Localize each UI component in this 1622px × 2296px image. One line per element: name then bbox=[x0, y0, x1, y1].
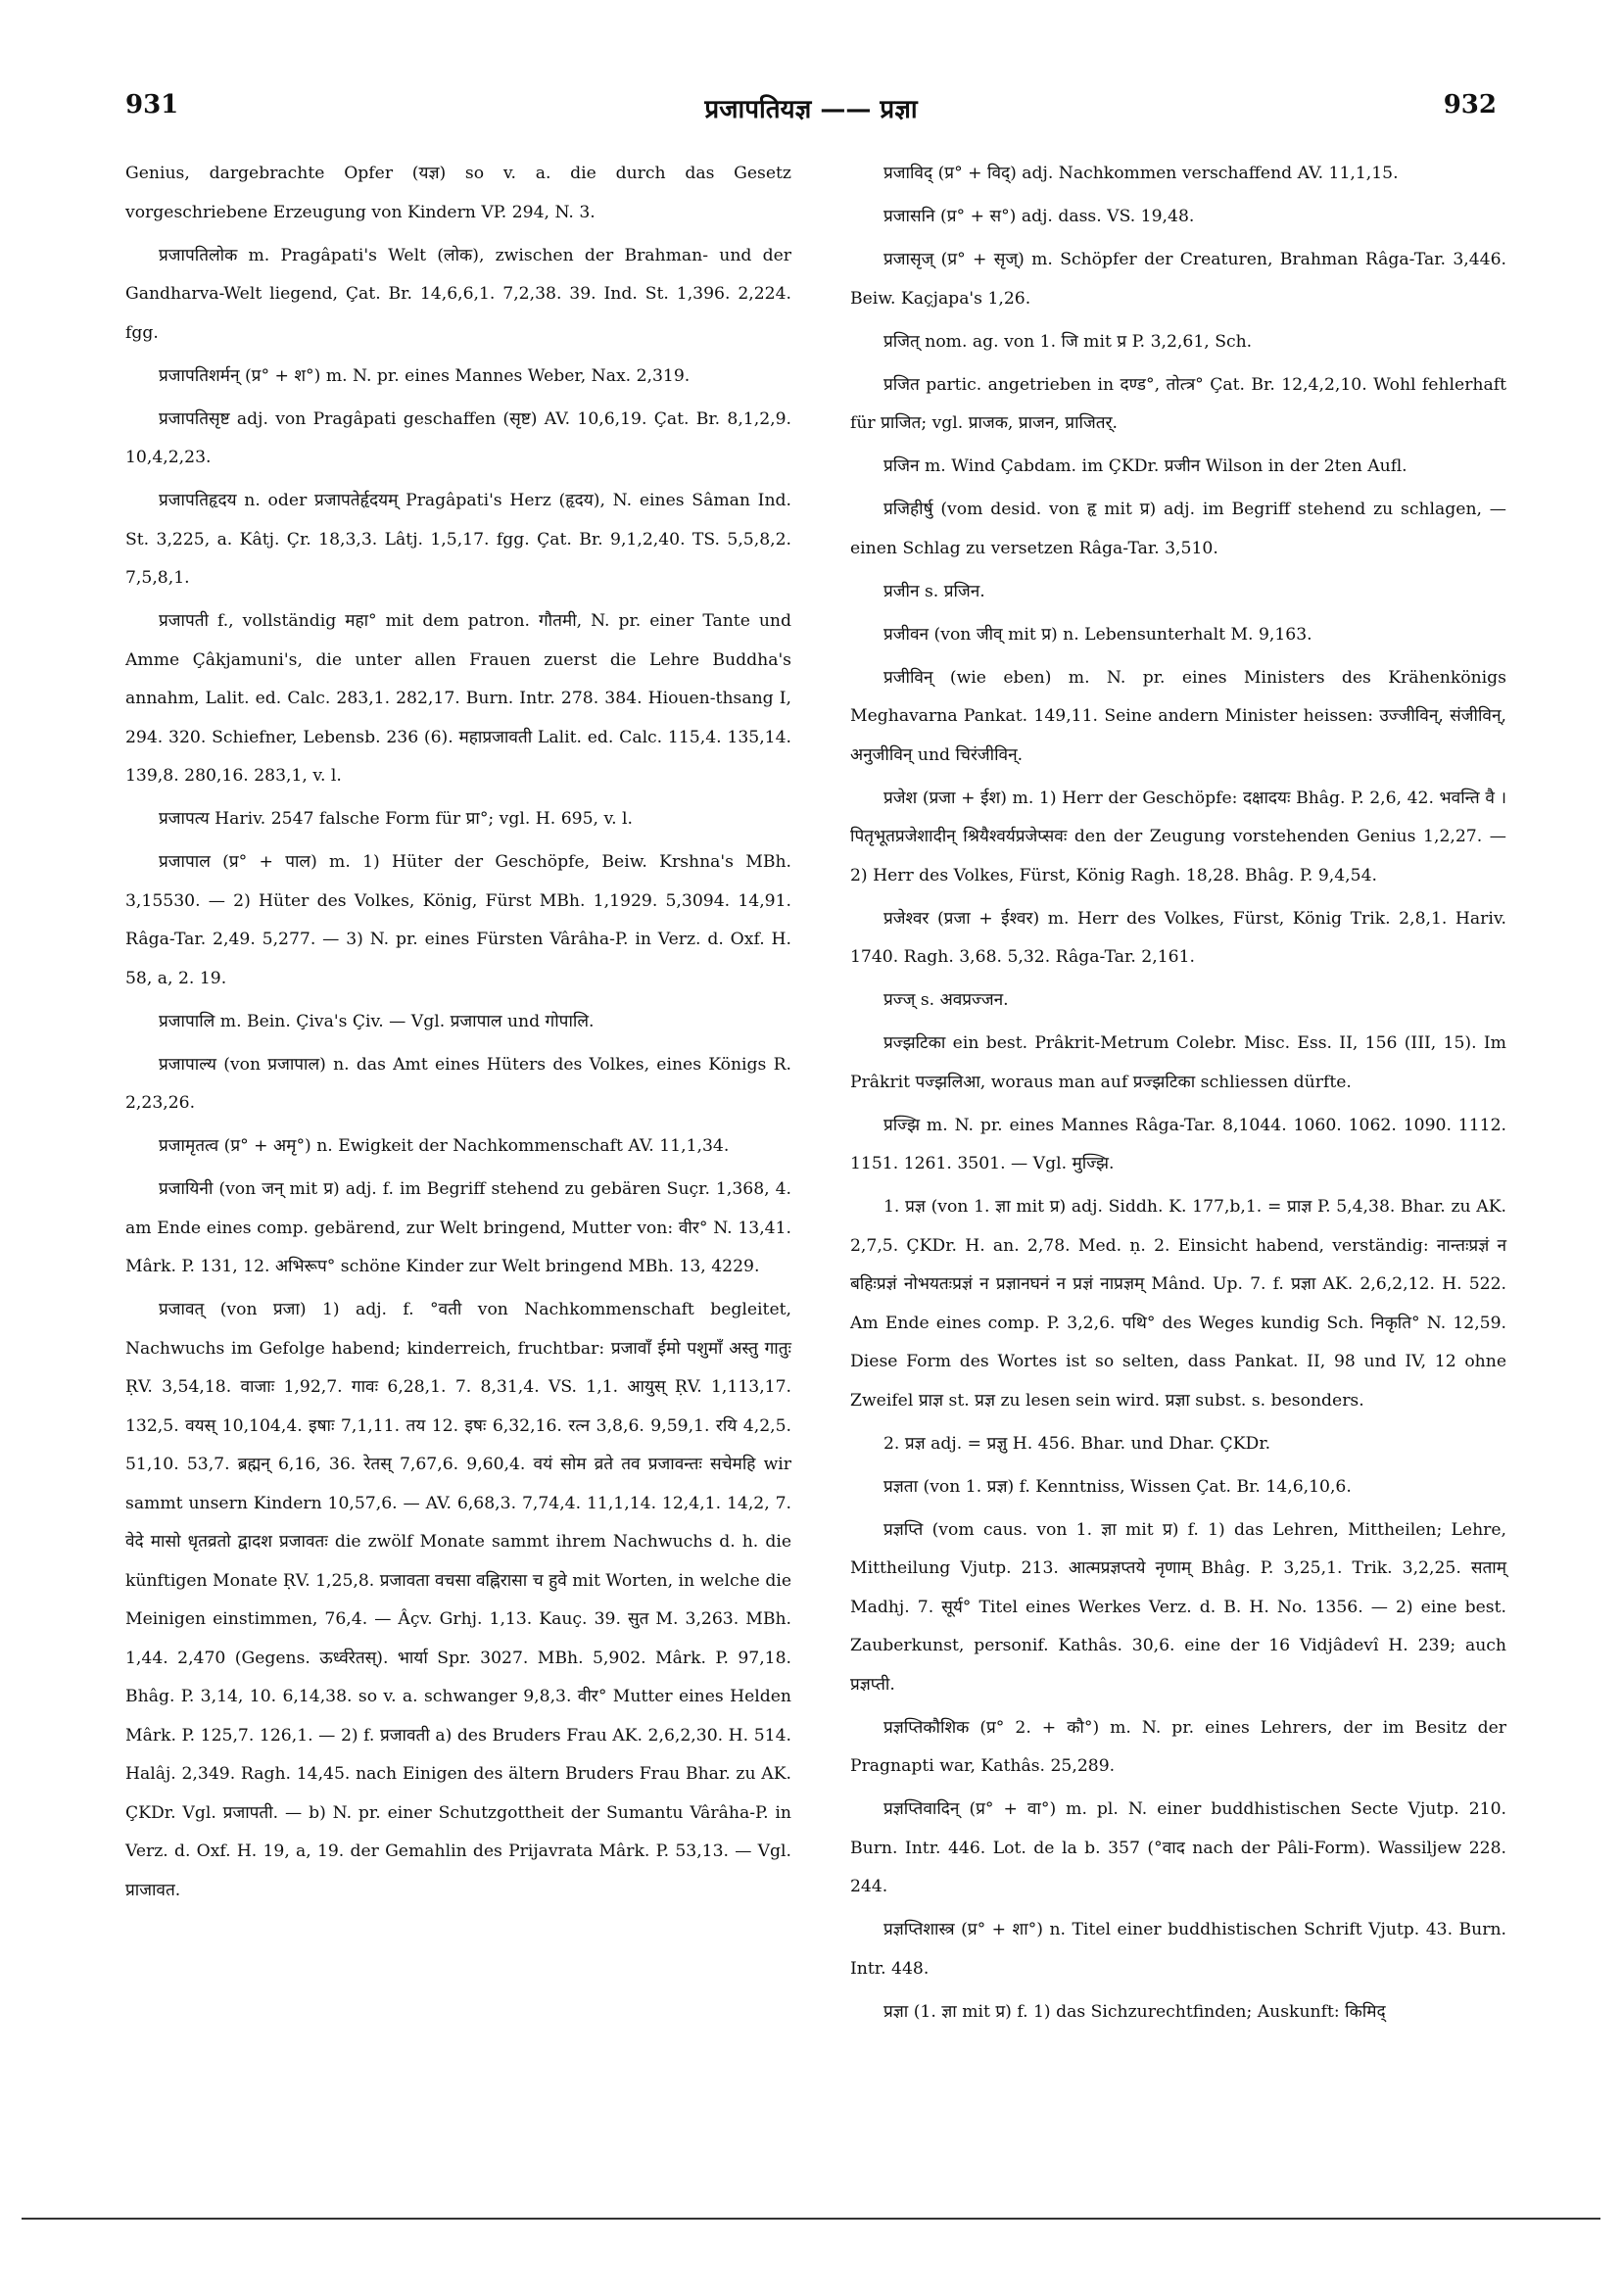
entry: प्रज्ञता (von 1. प्रज्ञ) f. Kenntniss, Wissen Çat. Br. 14,6,10,6. bbox=[883, 1476, 1352, 1497]
entry: प्रज्ज् s. अवप्रज्जन. bbox=[883, 990, 1009, 1010]
entry: 2. प्रज्ञ adj. = प्रज्ञु H. 456. Bhar. und Dhar. ÇKDr. bbox=[883, 1433, 1271, 1454]
page-header bbox=[125, 90, 1497, 129]
right-column bbox=[850, 155, 1506, 2036]
entry: प्रजिहीर्षु (vom desid. von हृ mit प्र) adj. im Begriff stehend zu schlagen, — einen Schlag zu versetzen Râga-Tar. 3,510. bbox=[850, 500, 1506, 558]
entry: प्रजापाल (प्र° + पाल) m. 1) Hüter der Geschöpfe, Beiw. Krshna's MBh. 3,15530. — 2) Hüter des Volkes, König, Fürst MBh. 1,1929. 5,3094. 14,91. Râga-Tar. 2,49. 5,277. — 3) N. pr. eines Fürsten Vârâha-P. in Verz. d. Oxf. H. 58, a, 2. 19. bbox=[125, 852, 791, 988]
entry: प्रजित partic. angetrieben in दण्ड°, तोत्त्र° Çat. Br. 12,4,2,10. Wohl fehlerhaft für प्राजित; vgl. प्राजक, प्राजन, प्राजितर्. bbox=[850, 374, 1506, 433]
entry: प्रजापतिहृदय n. oder प्रजापतेर्हृदयम् Pragâpati's Herz (हृदय), N. eines Sâman Ind. St. 3,225, a. Kâtj. Çr. 18,3,3. Lâtj. 1,5,17. fgg. Çat. Br. 9,1,2,40. TS. 5,5,8,2. 7,5,8,1. bbox=[125, 491, 791, 588]
entry: प्रजापती f., vollständig महा° mit dem patron. गौतमी, N. pr. einer Tante und Amme Çâkjamuni's, die unter allen Frauen zuerst die Lehre Buddha's annahm, Lalit. ed. Calc. 283,1. 282,17. Burn. Intr. 278. 384. Hiouen-thsang I, 294. 320. Schiefner, Lebensb. 236 (6). महाप्रजावती Lalit. ed. Calc. 115,4. 135,14. 139,8. 280,16. 283,1, v. l. bbox=[125, 611, 791, 786]
entry: प्रजीविन् (wie eben) m. N. pr. eines Ministers des Krähenkönigs Meghavarna Pankat. 149,11. Seine andern Minister heissen: उज्जीविन्, संजीविन्, अनुजीविन् und चिरंजीविन्. bbox=[850, 667, 1506, 765]
entry: प्रज्ञा (1. ज्ञा mit प्र) f. 1) das Sichzurechtfinden; Auskunft: किमिद् bbox=[883, 2001, 1386, 2022]
entry: प्रजायिनी (von जन् mit प्र) adj. f. im Begriff stehend zu gebären Suçr. 1,368, 4. am Ende eines comp. gebärend, zur Welt bringend, Mutter von: वीर° N. 13,41. Mârk. P. 131, 12. अभिरूप° schöne Kinder zur Welt bringend MBh. 13, 4229. bbox=[125, 1179, 791, 1276]
entry: प्रजिन m. Wind Çabdam. im ÇKDr. प्रजीन Wilson in der 2ten Aufl. bbox=[883, 456, 1407, 476]
entry: 1. प्रज्ञ (von 1. ज्ञा mit प्र) adj. Siddh. K. 177,b,1. = प्राज्ञ P. 5,4,38. Bhar. zu AK. 2,7,5. ÇKDr. H. an. 2,78. Med. ṇ. 2. Einsicht habend, verständig: नान्तःप्रज्ञं न बहिःप्रज्ञं नोभयतःप्रज्ञं न प्रज्ञानघनं न प्रज्ञं नाप्रज्ञम् Mând. Up. 7. f. प्रज्ञा AK. 2,6,2,12. H. 522. Am Ende eines comp. P. 3,2,6. पथि° des Weges kundig Sch. निकृति° N. 12,59. Diese Form des Wortes ist so selten, dass Pankat. II, 98 und IV, 12 ohne Zweifel प्राज्ञ st. प्रज्ञ zu lesen sein wird. प्रज्ञा subst. s. besonders. bbox=[850, 1197, 1506, 1411]
entry: प्रजापतिलोक m. Pragâpati's Welt (लोक), zwischen der Brahman- und der Gandharva-Welt liegend, Çat. Br. 14,6,6,1. 7,2,38. 39. Ind. St. 1,396. 2,224. fgg. bbox=[125, 245, 791, 343]
entry: प्रजापत्य Hariv. 2547 falsche Form für प्रा°; vgl. H. 695, v. l. bbox=[159, 809, 634, 829]
bottom-rule bbox=[22, 2218, 1600, 2220]
entry: प्रज्ञप्तिकौशिक (प्र° 2. + कौ°) m. N. pr. eines Lehrers, der im Besitz der Pragnapti war, Kathâs. 25,289. bbox=[850, 1717, 1506, 1776]
running-title: प्रजापतियज्ञ —— प्रज्ञा bbox=[704, 95, 918, 124]
entry: प्रजावत् (von प्रजा) 1) adj. f. °वती von Nachkommenschaft begleitet, Nachwuchs im Gefolge habend; kinderreich, fruchtbar: प्रजावाँ ईमो पशुमाँ अस्तु गातुः ṚV. 3,54,18. वाजाः 1,92,7. गावः 6,28,1. 7. 8,31,4. VS. 1,1. आयुस् ṚV. 1,113,17. 132,5. वयस् 10,104,4. इषाः 7,1,11. तय 12. इषः 6,32,16. रत्न 3,8,6. 9,59,1. रयि 4,2,5. 51,10. 53,7. ब्रह्मन् 6,16, 36. रेतस् 7,67,6. 9,60,4. वयं सोम व्रते तव प्रजावन्तः सचेमहि wir sammt unsern Kindern 10,57,6. — AV. 6,68,3. 7,74,4. 11,1,14. 12,4,1. 14,2, 7. वेदे मासो धृतव्रतो द्वादश प्रजावतः die zwölf Monate sammt ihrem Nachwuchs d. h. die künftigen Monate ṚV. 1,25,8. प्रजावता वचसा वह्निरासा च हुवे mit Worten, in welche die Meinigen einstimmen, 76,4. — Âçv. Grhj. 1,13. Kauç. 39. सुत M. 3,263. MBh. 1,44. 2,470 (Gegens. ऊर्ध्वरेतस्). भार्या Spr. 3027. MBh. 5,902. Mârk. P. 97,18. Bhâg. P. 3,14, 10. 6,14,38. so v. a. schwanger 9,8,3. वीर° Mutter eines Helden Mârk. P. 125,7. 126,1. — 2) f. प्रजावती a) des Bruders Frau AK. 2,6,2,30. H. 514. Halâj. 2,349. Ragh. 14,45. nach Einigen des ältern Bruders Frau Bhar. zu AK. ÇKDr. Vgl. प्रजापती. — b) N. pr. einer Schutzgottheit der Sumantu Vârâha-P. in Verz. d. Oxf. H. 19, a, 19. der Gemahlin des Prijavrata Mârk. P. 53,13. — Vgl. प्राजावत. bbox=[125, 1300, 791, 1900]
entry: प्रज्झि m. N. pr. eines Mannes Râga-Tar. 8,1044. 1060. 1062. 1090. 1112. 1151. 1261. 3501. — Vgl. मुज्झि. bbox=[850, 1115, 1506, 1173]
entry: प्रज्ञप्ति (vom caus. von 1. ज्ञा mit प्र) f. 1) das Lehren, Mittheilen; Lehre, Mittheilung Vjutp. 213. आत्मप्रज्ञप्तये नृणाम् Bhâg. P. 3,25,1. Trik. 3,2,25. सताम् Madhj. 7. सूर्य° Titel eines Werkes Verz. d. B. H. No. 1356. — 2) eine best. Zauberkunst, personif. Kathâs. 30,6. eine der 16 Vidjâdevî H. 239; auch प्रज्ञप्ती. bbox=[850, 1519, 1506, 1695]
entry: प्रजामृतत्व (प्र° + अमृ°) n. Ewigkeit der Nachkommenschaft AV. 11,1,34. bbox=[159, 1136, 730, 1156]
entry: प्रज्ञप्तिशास्त्र (प्र° + शा°) n. Titel einer buddhistischen Schrift Vjutp. 43. Burn. Intr. 448. bbox=[850, 1920, 1506, 1979]
page-number-right: 932 bbox=[1443, 90, 1497, 120]
entry: प्रजापाल्य (von प्रजापाल) n. das Amt eines Hüters des Volkes, eines Königs R. 2,23,26. bbox=[125, 1054, 791, 1113]
entry-continuation: Genius, dargebrachte Opfer (यज्ञ) so v. a. die durch das Gesetz vorgeschriebene Erzeugung von Kindern VP. 294, N. 3. bbox=[125, 164, 791, 222]
entry: प्रजासनि (प्र° + स°) adj. dass. VS. 19,48. bbox=[883, 207, 1195, 226]
entry: प्रजेश्वर (प्रजा + ईश्वर) m. Herr des Volkes, Fürst, König Trik. 2,8,1. Hariv. 1740. Ragh. 3,68. 5,32. Râga-Tar. 2,161. bbox=[850, 908, 1506, 967]
entry: प्रज्ञप्तिवादिन् (प्र° + वा°) m. pl. N. einer buddhistischen Secte Vjutp. 210. Burn. Intr. 446. Lot. de la b. 357 (°वाद nach der Pâli-Form). Wassiljew 228. 244. bbox=[850, 1799, 1506, 1896]
entry: प्रजित् nom. ag. von 1. जि mit प्र P. 3,2,61, Sch. bbox=[883, 331, 1253, 352]
entry: प्रजाविद् (प्र° + विद्) adj. Nachkommen verschaffend AV. 11,1,15. bbox=[883, 164, 1399, 183]
entry: प्रजासृज् (प्र° + सृज्) m. Schöpfer der Creaturen, Brahman Râga-Tar. 3,446. Beiw. Kaçjapa's 1,26. bbox=[850, 250, 1506, 309]
entry: प्रजापतिशर्मन् (प्र° + श°) m. N. pr. eines Mannes Weber, Nax. 2,319. bbox=[159, 365, 691, 386]
entry: प्रजापालि m. Bein. Çiva's Çiv. — Vgl. प्रजापाल und गोपालि. bbox=[159, 1011, 595, 1031]
left-column bbox=[125, 155, 791, 1915]
entry: प्रजेश (प्रजा + ईश) m. 1) Herr der Geschöpfe: दक्षादयः Bhâg. P. 2,6, 42. भवन्ति वै । पितृभूतप्रजेशादीन् श्रियैश्वर्यप्रजेप्सवः den der Zeugung vorstehenden Genius 1,2,27. — 2) Herr des Volkes, Fürst, König Ragh. 18,28. Bhâg. P. 9,4,54. bbox=[850, 788, 1506, 885]
entry: प्रजीन s. प्रजिन. bbox=[883, 581, 985, 601]
entry: प्रजापतिसृष्ट adj. von Pragâpati geschaffen (सृष्ट) AV. 10,6,19. Çat. Br. 8,1,2,9. 10,4,2,23. bbox=[125, 408, 791, 467]
entry: प्रजीवन (von जीव् mit प्र) n. Lebensunterhalt M. 9,163. bbox=[883, 624, 1312, 645]
page-number-left: 931 bbox=[125, 90, 179, 120]
entry: प्रज्झटिका ein best. Prâkrit-Metrum Colebr. Misc. Ess. II, 156 (III, 15). Im Prâkrit पज्झलिआ, woraus man auf प्रज्झटिका schliessen dürfte. bbox=[850, 1033, 1506, 1092]
